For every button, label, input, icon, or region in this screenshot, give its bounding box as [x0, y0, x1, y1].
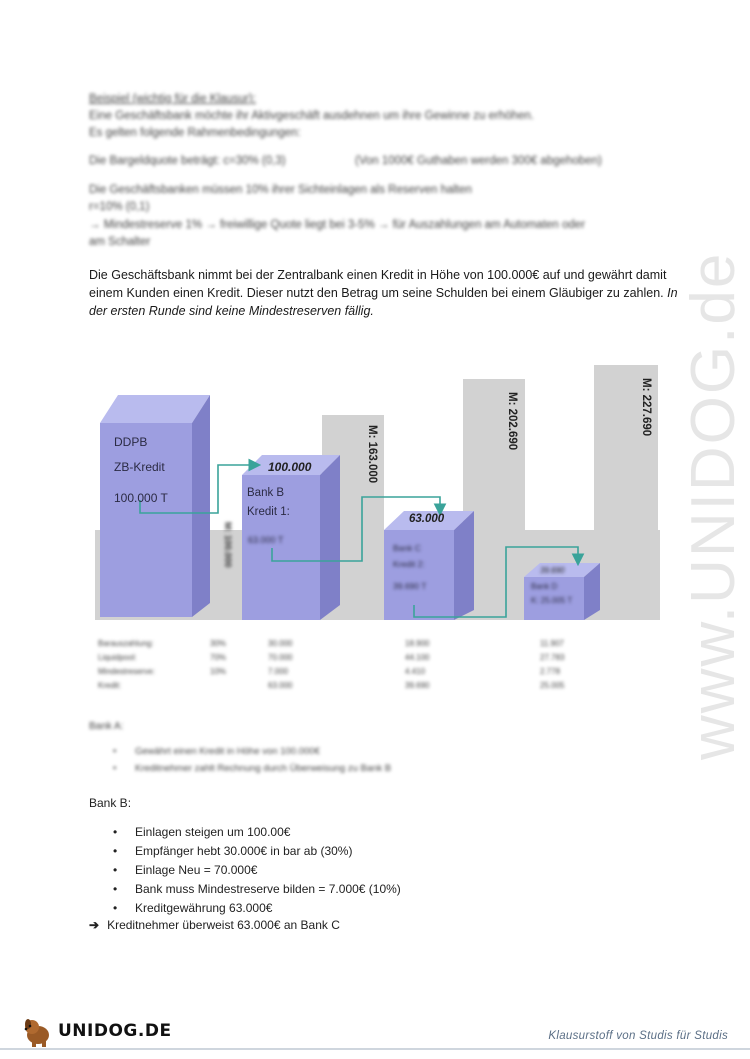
box-c-top-value: 63.000	[409, 513, 445, 525]
footer-logo[interactable]	[22, 1014, 172, 1048]
table-b-4: 63.000	[268, 681, 293, 690]
box-c-label	[393, 540, 426, 594]
intro-line-2: Es gelten folgende Rahmenbedingungen:	[89, 127, 301, 139]
box-a-top	[100, 395, 210, 423]
table-percent-1: 30%	[210, 639, 227, 648]
table-b-1: 30.000	[268, 639, 293, 648]
intro-line-3a: Die Bargeldquote beträgt: c=30% (0,3)	[89, 155, 286, 167]
bank-b-title: Bank B:	[89, 796, 132, 810]
table-b-2: 70.000	[268, 653, 293, 662]
box-a-line-3: 100.000 T	[114, 491, 168, 505]
right-arrow-icon: ➔	[89, 918, 100, 932]
intro-line-1: Eine Geschäftsbank möchte ihr Aktivgeschäft ausdehnen um ihre Gewinne zu erhöhen.	[89, 110, 534, 122]
main-paragraph-text: Die Geschäftsbank nimmt bei der Zentralbank einen Kredit in Höhe von 100.000€ auf und gewährt damit einem Kunden einen Kredit. Dieser nutzt den Betrag um seine Schulden bei einem Gläubiger zu zahlen.	[89, 268, 667, 300]
table-label-2: Liquidpool:	[98, 653, 137, 662]
box-b-line-3: 63.000 T	[248, 535, 284, 545]
table-percent-3: 10%	[210, 667, 227, 676]
dog-icon	[22, 1014, 56, 1048]
intro-line-3b: (Von 1000€ Guthaben werden 300€ abgehoben)	[355, 155, 602, 167]
box-d-line-2: K: 25.005 T	[531, 596, 573, 605]
bank-b-item-2: • Empfänger hebt 30.000€ in bar ab (30%)	[113, 842, 401, 861]
footer-tagline: Klausurstoff von Studis für Studis	[548, 1030, 728, 1042]
box-a-label	[114, 430, 168, 511]
footer-rule	[0, 1048, 750, 1050]
box-c-side	[454, 511, 474, 620]
m-label-2: M: 202.690	[506, 392, 518, 451]
table-col-c	[405, 637, 429, 693]
main-paragraph	[89, 266, 689, 320]
table-c-4: 39.690	[405, 681, 430, 690]
main-paragraph-italic: In der ersten Runde sind keine Mindestreserven fällig.	[89, 286, 678, 318]
bank-a-item-2: • Kreditnehmer zahlt Rechnung durch Überweisung zu Bank B	[113, 760, 391, 777]
box-d-top-value: 39.690	[540, 566, 565, 575]
intro-heading: Beispiel (wichtig für die Klausur):	[89, 93, 256, 105]
box-a-line-2: ZB-Kredit	[114, 460, 165, 474]
table-d-4: 25.005	[540, 681, 565, 690]
intro-line-7: am Schalter	[89, 236, 151, 248]
box-a-line-1: DDPB	[114, 435, 148, 449]
bank-b-item-1: • Einlagen steigen um 100.00€	[113, 823, 401, 842]
box-a-side	[192, 395, 210, 617]
bank-a-title: Bank A:	[89, 721, 124, 732]
bank-b-item-5: • Kreditgewährung 63.000€	[113, 899, 401, 918]
intro-line-6: → Mindestreserve 1% → freiwillige Quote liegt bei 3-5% → für Auszahlungen am Automaten oder	[89, 219, 586, 231]
bank-b-conclusion-text: Kreditnehmer überweist 63.000€ an Bank C	[107, 918, 340, 932]
bank-a-list	[113, 743, 391, 777]
bank-b-item-3: • Einlage Neu = 70.000€	[113, 861, 401, 880]
bank-a-item-1: • Gewährt einen Kredit in Höhe von 100.000€	[113, 743, 391, 760]
box-b-top-value: 100.000	[268, 460, 312, 474]
table-labels	[98, 637, 155, 693]
table-d-3: 2.778	[540, 667, 561, 676]
table-percent-2: 70%	[210, 653, 227, 662]
intro-line-5: r=10% (0,1)	[89, 201, 150, 213]
logo-text: UNIDOG.DE	[58, 1021, 172, 1041]
table-col-b	[268, 637, 292, 693]
table-d-1: 11.907	[540, 639, 564, 648]
bank-b-conclusion	[89, 918, 340, 932]
table-label-3: Mindestreserve:	[98, 667, 155, 676]
box-b-line-2: Kredit 1:	[247, 506, 290, 518]
box-d-line-1: Bank D	[531, 582, 558, 591]
box-b-label	[247, 484, 290, 522]
money-creation-diagram	[0, 355, 750, 655]
intro-line-4: Die Geschäftsbanken müssen 10% ihrer Sichteinlagen als Reserven halten	[89, 184, 472, 196]
bank-b-item-4: • Bank muss Mindestreserve bilden = 7.000€ (10%)	[113, 880, 401, 899]
table-percents	[210, 637, 226, 679]
table-c-2: 44.100	[405, 653, 430, 662]
m-label-3: M: 227.690	[640, 378, 652, 437]
box-b-line-1: Bank B	[247, 487, 285, 499]
table-c-3: 4.410	[405, 667, 426, 676]
table-c-1: 18.900	[405, 639, 430, 648]
table-label-4: Kredit:	[98, 681, 122, 690]
m-label-small: M: 100.000	[223, 522, 233, 568]
box-c-line-1: Bank C	[393, 543, 421, 553]
box-c-line-3: 39.690 T	[393, 581, 427, 591]
watermark: www.UNIDOG.de	[679, 251, 748, 760]
box-c-line-2: Kredit 2:	[393, 559, 425, 569]
box-b-side	[320, 455, 340, 620]
box-d-label	[531, 580, 572, 608]
table-b-3: 7.000	[268, 667, 289, 676]
table-col-d	[540, 637, 564, 693]
m-label-1: M: 163.000	[366, 425, 378, 484]
table-d-2: 27.783	[540, 653, 565, 662]
bank-b-list	[113, 823, 401, 918]
table-label-1: Barauszahlung:	[98, 639, 154, 648]
